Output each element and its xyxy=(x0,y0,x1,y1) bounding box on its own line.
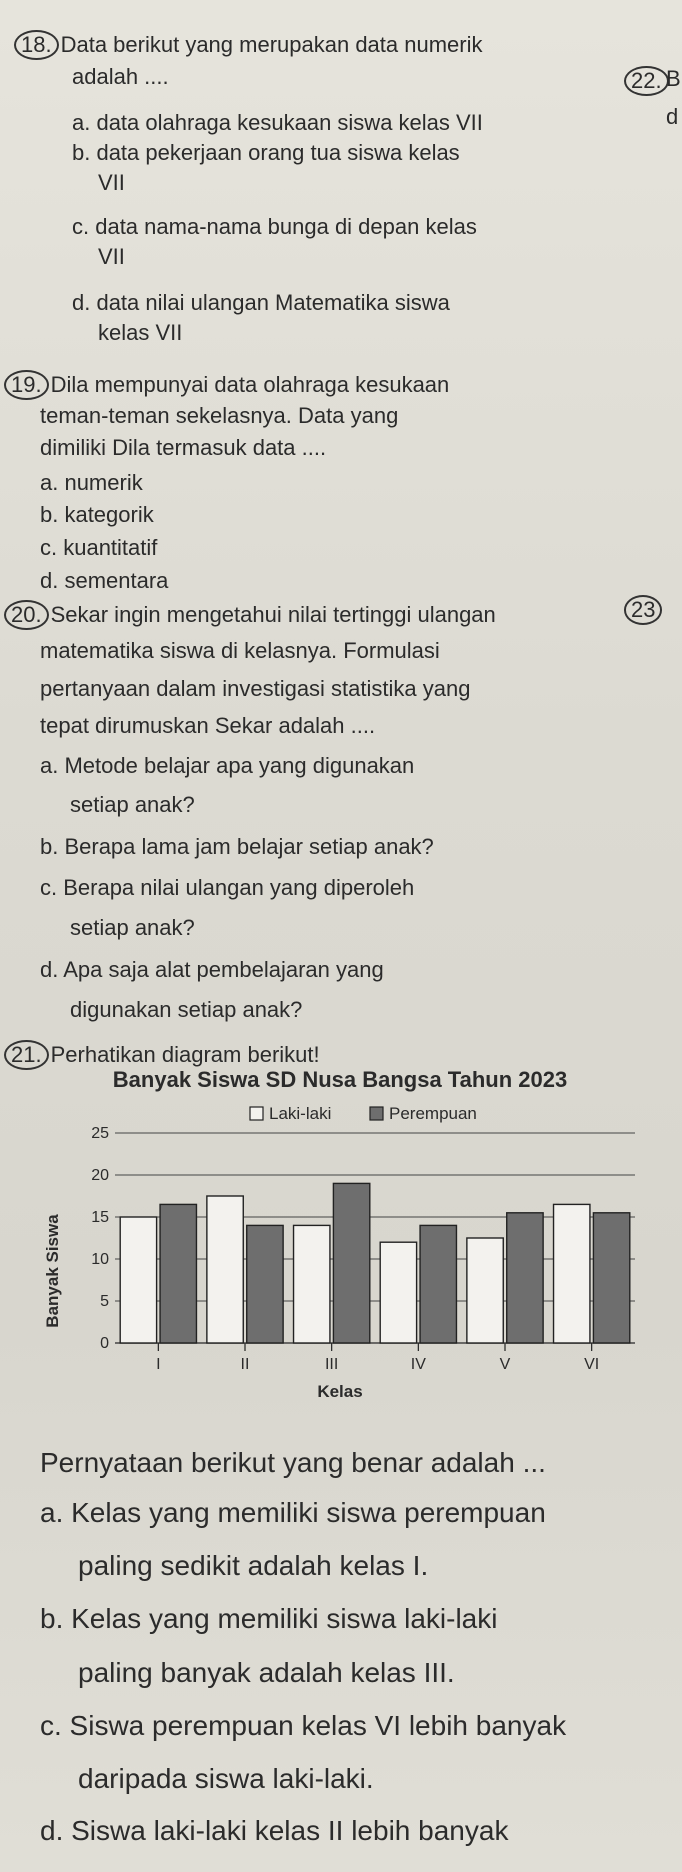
edge-question-22-number: 22. xyxy=(624,66,671,96)
option-b: b. Kelas yang memiliki siswa laki-laki xyxy=(40,1603,498,1634)
question-number: 18. xyxy=(14,30,59,60)
legend-label: Laki-laki xyxy=(269,1104,332,1123)
x-tick-label: I xyxy=(156,1356,161,1373)
y-tick-label: 20 xyxy=(91,1167,109,1184)
option-a: a. Metode belajar apa yang digunakan xyxy=(40,753,415,778)
option-a: a. numerik xyxy=(40,470,143,495)
y-tick-label: 10 xyxy=(91,1251,109,1268)
bar-laki-laki xyxy=(294,1225,330,1343)
option-c-cont: setiap anak? xyxy=(70,915,195,940)
option-c: c. kuantitatif xyxy=(40,535,158,560)
option-d: d. data nilai ulangan Matematika siswa xyxy=(72,290,450,315)
y-tick-label: 0 xyxy=(100,1335,109,1352)
question-18-stem-2: adalah .... xyxy=(72,64,169,89)
question-number: 21. xyxy=(4,1040,49,1070)
y-tick-label: 5 xyxy=(100,1293,109,1310)
chart-title: Banyak Siswa SD Nusa Bangsa Tahun 2023 xyxy=(112,1067,568,1092)
option-c: c. Berapa nilai ulangan yang diperoleh xyxy=(40,875,415,900)
option-c: c. Siswa perempuan kelas VI lebih banyak xyxy=(40,1710,567,1741)
edge-question-23-number: 23 xyxy=(624,595,664,625)
bar-laki-laki xyxy=(467,1238,503,1343)
option-a: a. Kelas yang memiliki siswa perempuan xyxy=(40,1497,546,1528)
question-19-stem-3: dimiliki Dila termasuk data .... xyxy=(40,435,327,460)
question-21-stem: 21. Perhatikan diagram berikut! xyxy=(4,1040,320,1070)
bar-perempuan xyxy=(507,1213,543,1343)
bar-chart xyxy=(20,1023,660,1433)
option-b: b. kategorik xyxy=(40,502,154,527)
chart-legend xyxy=(250,1104,477,1123)
x-tick-label: V xyxy=(499,1356,511,1373)
option-c-cont: VII xyxy=(98,244,125,269)
question-20-stem-1: 20. Sekar ingin mengetahui nilai tertinggi ulangan xyxy=(4,600,496,630)
x-axis-label: Kelas xyxy=(317,1382,363,1401)
legend-label: Perempuan xyxy=(389,1104,477,1123)
option-d: d. Apa saja alat pembelajaran yang xyxy=(40,957,384,982)
option-b-cont: paling banyak adalah kelas III. xyxy=(78,1657,455,1688)
edge-letter-b: B xyxy=(666,66,681,91)
x-axis-ticks xyxy=(156,1343,599,1373)
x-tick-label: IV xyxy=(410,1356,426,1373)
y-axis-label: Banyak Siswa xyxy=(43,1214,62,1328)
x-tick-label: II xyxy=(240,1356,250,1373)
option-a-cont: paling sedikit adalah kelas I. xyxy=(78,1550,429,1581)
option-a: a. data olahraga kesukaan siswa kelas VII xyxy=(72,110,483,135)
y-tick-label: 15 xyxy=(91,1209,109,1226)
x-tick-label: III xyxy=(324,1356,339,1373)
bar-perempuan xyxy=(420,1225,456,1343)
y-axis-ticks xyxy=(91,1125,109,1352)
legend-swatch xyxy=(250,1107,263,1120)
question-number: 19. xyxy=(4,370,49,400)
option-b: b. Berapa lama jam belajar setiap anak? xyxy=(40,834,434,859)
question-20-stem-4: tepat dirumuskan Sekar adalah .... xyxy=(40,713,376,738)
question-20-stem-3: pertanyaan dalam investigasi statistika yang xyxy=(40,676,471,701)
option-c: c. data nama-nama bunga di depan kelas xyxy=(72,214,477,239)
bar-laki-laki xyxy=(207,1196,243,1343)
bar-perempuan xyxy=(593,1213,629,1343)
legend-swatch xyxy=(370,1107,383,1120)
question-18-stem-1: 18. Data berikut yang merupakan data numerik xyxy=(14,30,483,60)
bar-laki-laki xyxy=(554,1204,590,1343)
question-21-prompt: Pernyataan berikut yang benar adalah ... xyxy=(40,1447,546,1478)
bar-laki-laki xyxy=(380,1242,416,1343)
y-tick-label: 25 xyxy=(91,1125,109,1142)
option-c-cont: daripada siswa laki-laki. xyxy=(78,1763,374,1794)
question-19-stem-1: 19. Dila mempunyai data olahraga kesukaan xyxy=(4,370,449,400)
question-number: 20. xyxy=(4,600,49,630)
question-20-stem-2: matematika siswa di kelasnya. Formulasi xyxy=(40,638,440,663)
option-d-cont: kelas VII xyxy=(98,320,183,345)
bar-perempuan xyxy=(160,1204,196,1343)
option-b-cont: VII xyxy=(98,170,125,195)
bar-perempuan xyxy=(333,1183,369,1343)
bar-perempuan xyxy=(247,1225,283,1343)
option-a-cont: setiap anak? xyxy=(70,792,195,817)
option-d-cont: digunakan setiap anak? xyxy=(70,997,303,1022)
bar-laki-laki xyxy=(120,1217,156,1343)
edge-letter-d: d xyxy=(666,104,679,129)
question-19-stem-2: teman-teman sekelasnya. Data yang xyxy=(40,403,399,428)
option-b: b. data pekerjaan orang tua siswa kelas xyxy=(72,140,460,165)
x-tick-label: VI xyxy=(584,1356,600,1373)
option-d: d. sementara xyxy=(40,568,169,593)
chart-bars xyxy=(120,1183,630,1343)
option-d: d. Siswa laki-laki kelas II lebih banyak xyxy=(40,1815,509,1846)
